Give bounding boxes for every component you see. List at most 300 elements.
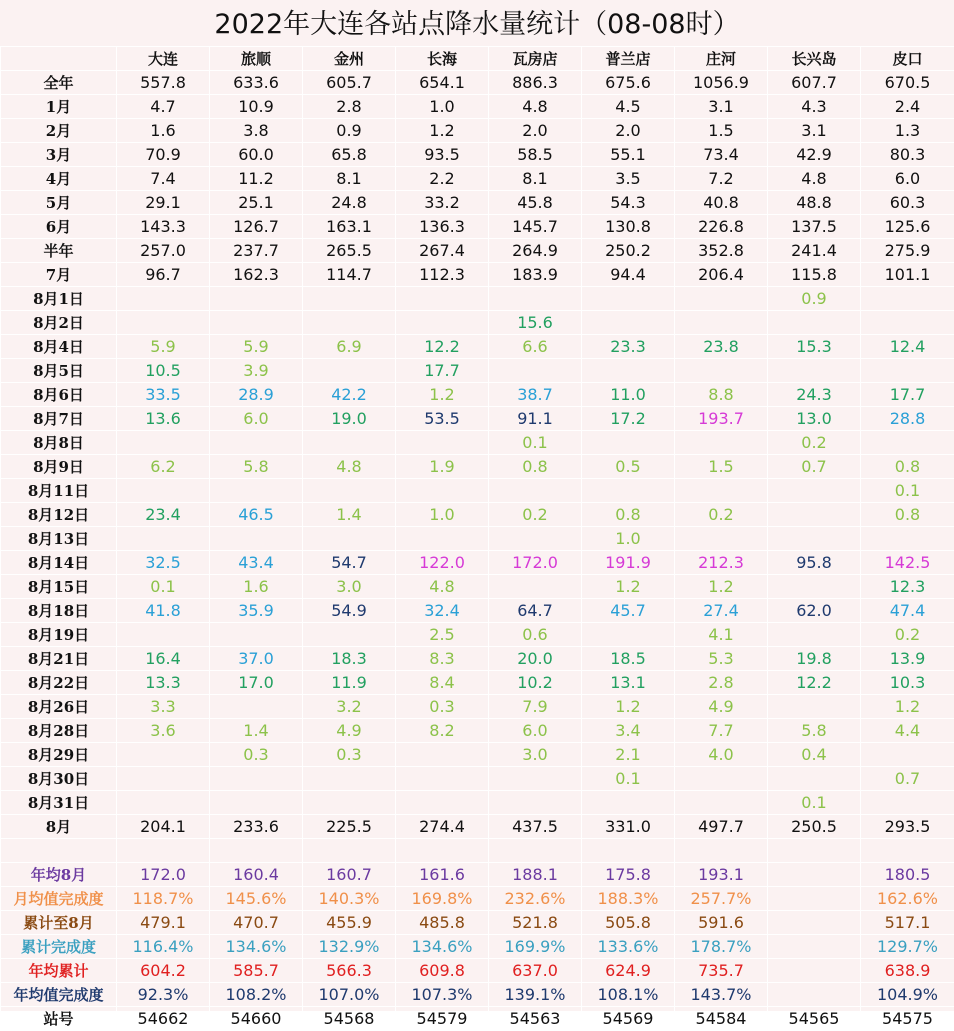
row-label: 8月9日 [1, 455, 117, 479]
data-cell: 145.7 [489, 215, 582, 239]
data-cell: 54.3 [582, 191, 675, 215]
data-cell: 54569 [582, 1007, 675, 1031]
data-cell: 18.5 [582, 647, 675, 671]
data-cell [582, 479, 675, 503]
data-cell: 122.0 [396, 551, 489, 575]
data-cell: 5.8 [210, 455, 303, 479]
table-row [1, 335, 954, 359]
data-cell: 2.0 [489, 119, 582, 143]
table-row [1, 95, 954, 119]
table-row [1, 455, 954, 479]
data-cell: 13.3 [117, 671, 210, 695]
data-cell [768, 863, 861, 887]
data-cell: 2.8 [675, 671, 768, 695]
data-cell: 54584 [675, 1007, 768, 1031]
summary-row [1, 863, 954, 887]
data-cell [675, 287, 768, 311]
data-cell: 10.2 [489, 671, 582, 695]
data-cell: 232.6% [489, 887, 582, 911]
data-cell [396, 431, 489, 455]
data-cell: 0.1 [489, 431, 582, 455]
data-cell: 0.3 [396, 695, 489, 719]
data-cell: 160.7 [303, 863, 396, 887]
table-row [1, 623, 954, 647]
data-cell: 4.8 [303, 455, 396, 479]
data-cell: 1.2 [396, 383, 489, 407]
data-cell: 0.8 [861, 455, 954, 479]
data-cell: 16.4 [117, 647, 210, 671]
summary-row [1, 911, 954, 935]
data-cell: 126.7 [210, 215, 303, 239]
data-cell [768, 983, 861, 1007]
row-label: 8月26日 [1, 695, 117, 719]
data-cell [582, 431, 675, 455]
data-cell: 225.5 [303, 815, 396, 839]
row-label: 8月1日 [1, 287, 117, 311]
data-cell [768, 695, 861, 719]
data-cell: 0.8 [582, 503, 675, 527]
data-cell: 479.1 [117, 911, 210, 935]
data-cell: 566.3 [303, 959, 396, 983]
data-cell: 2.4 [861, 95, 954, 119]
data-cell: 3.2 [303, 695, 396, 719]
data-cell: 188.1 [489, 863, 582, 887]
data-cell: 91.1 [489, 407, 582, 431]
data-cell [117, 287, 210, 311]
data-cell [117, 743, 210, 767]
column-header: 金州 [303, 47, 396, 71]
table-row [1, 239, 954, 263]
data-cell: 250.2 [582, 239, 675, 263]
data-cell: 12.2 [396, 335, 489, 359]
column-header: 长兴岛 [768, 47, 861, 71]
data-cell: 162.6% [861, 887, 954, 911]
data-cell: 180.5 [861, 863, 954, 887]
data-cell: 4.4 [861, 719, 954, 743]
data-cell [861, 359, 954, 383]
data-cell [210, 311, 303, 335]
data-cell: 517.1 [861, 911, 954, 935]
data-cell [396, 743, 489, 767]
data-cell: 115.8 [768, 263, 861, 287]
data-cell: 4.8 [489, 95, 582, 119]
data-cell: 212.3 [675, 551, 768, 575]
data-cell: 11.9 [303, 671, 396, 695]
data-cell: 114.7 [303, 263, 396, 287]
data-cell [582, 359, 675, 383]
data-cell: 1.2 [675, 575, 768, 599]
data-cell: 237.7 [210, 239, 303, 263]
data-cell: 3.9 [210, 359, 303, 383]
data-cell: 1.0 [396, 503, 489, 527]
data-cell: 0.2 [675, 503, 768, 527]
data-cell: 169.9% [489, 935, 582, 959]
data-cell [768, 623, 861, 647]
data-cell [210, 695, 303, 719]
data-cell: 17.0 [210, 671, 303, 695]
data-cell [210, 431, 303, 455]
row-label: 全年 [1, 71, 117, 95]
column-header: 皮口 [861, 47, 954, 71]
data-cell: 112.3 [396, 263, 489, 287]
data-cell: 0.2 [861, 623, 954, 647]
data-cell [117, 623, 210, 647]
data-cell: 94.4 [582, 263, 675, 287]
summary-row [1, 983, 954, 1007]
data-cell: 257.7% [675, 887, 768, 911]
data-cell: 7.9 [489, 695, 582, 719]
data-cell: 12.2 [768, 671, 861, 695]
column-header: 大连 [117, 47, 210, 71]
data-cell: 1.4 [303, 503, 396, 527]
data-cell: 73.4 [675, 143, 768, 167]
data-cell [489, 359, 582, 383]
empty-cell [117, 839, 210, 863]
data-cell: 45.8 [489, 191, 582, 215]
data-cell: 93.5 [396, 143, 489, 167]
table-row [1, 431, 954, 455]
data-cell: 116.4% [117, 935, 210, 959]
data-cell: 19.0 [303, 407, 396, 431]
table-row [1, 719, 954, 743]
data-cell: 1056.9 [675, 71, 768, 95]
data-cell: 161.6 [396, 863, 489, 887]
table-row [1, 143, 954, 167]
data-cell: 10.5 [117, 359, 210, 383]
data-cell: 23.3 [582, 335, 675, 359]
data-cell [675, 479, 768, 503]
row-label: 8月28日 [1, 719, 117, 743]
data-cell: 1.2 [861, 695, 954, 719]
data-cell: 134.6% [210, 935, 303, 959]
data-cell [675, 431, 768, 455]
data-cell: 53.5 [396, 407, 489, 431]
data-cell [675, 311, 768, 335]
data-cell: 8.1 [303, 167, 396, 191]
table-row [1, 191, 954, 215]
data-cell [396, 767, 489, 791]
data-cell [675, 527, 768, 551]
data-cell [117, 791, 210, 815]
data-cell [489, 791, 582, 815]
data-cell: 172.0 [489, 551, 582, 575]
data-cell: 54575 [861, 1007, 954, 1031]
data-cell: 18.3 [303, 647, 396, 671]
data-cell: 497.7 [675, 815, 768, 839]
data-cell: 6.9 [303, 335, 396, 359]
table-row [1, 599, 954, 623]
data-cell [303, 431, 396, 455]
data-cell: 1.6 [117, 119, 210, 143]
row-label: 8月21日 [1, 647, 117, 671]
data-cell [582, 311, 675, 335]
data-cell: 735.7 [675, 959, 768, 983]
data-cell: 1.0 [582, 527, 675, 551]
data-cell: 54579 [396, 1007, 489, 1031]
data-cell: 4.3 [768, 95, 861, 119]
data-cell: 10.9 [210, 95, 303, 119]
data-cell: 1.2 [396, 119, 489, 143]
data-cell: 352.8 [675, 239, 768, 263]
data-cell: 19.8 [768, 647, 861, 671]
row-label: 站号 [1, 1007, 117, 1031]
data-cell [117, 479, 210, 503]
data-cell: 35.9 [210, 599, 303, 623]
data-cell: 11.2 [210, 167, 303, 191]
data-cell [768, 359, 861, 383]
data-cell: 54.7 [303, 551, 396, 575]
data-cell: 455.9 [303, 911, 396, 935]
empty-cell [1, 839, 117, 863]
data-cell: 241.4 [768, 239, 861, 263]
data-cell [210, 767, 303, 791]
data-cell: 60.3 [861, 191, 954, 215]
data-cell: 54.9 [303, 599, 396, 623]
data-cell: 62.0 [768, 599, 861, 623]
empty-cell [675, 839, 768, 863]
data-cell: 226.8 [675, 215, 768, 239]
data-cell: 32.4 [396, 599, 489, 623]
data-cell: 108.1% [582, 983, 675, 1007]
data-cell: 521.8 [489, 911, 582, 935]
data-cell: 29.1 [117, 191, 210, 215]
data-cell: 591.6 [675, 911, 768, 935]
table-row [1, 167, 954, 191]
data-cell [303, 479, 396, 503]
table-row [1, 743, 954, 767]
data-cell: 638.9 [861, 959, 954, 983]
data-cell: 0.1 [768, 791, 861, 815]
data-cell [675, 767, 768, 791]
data-cell: 485.8 [396, 911, 489, 935]
row-label: 年均累计 [1, 959, 117, 983]
data-cell: 54660 [210, 1007, 303, 1031]
empty-cell [303, 839, 396, 863]
data-cell: 0.8 [861, 503, 954, 527]
data-cell [489, 575, 582, 599]
data-cell: 15.3 [768, 335, 861, 359]
data-cell [396, 791, 489, 815]
data-cell [861, 431, 954, 455]
data-cell [303, 311, 396, 335]
data-cell [861, 743, 954, 767]
data-cell [861, 527, 954, 551]
data-cell: 13.0 [768, 407, 861, 431]
data-cell: 125.6 [861, 215, 954, 239]
data-cell: 3.3 [117, 695, 210, 719]
data-cell: 70.9 [117, 143, 210, 167]
row-label: 8月11日 [1, 479, 117, 503]
data-cell [210, 791, 303, 815]
data-cell: 162.3 [210, 263, 303, 287]
data-cell: 41.8 [117, 599, 210, 623]
data-cell: 0.1 [117, 575, 210, 599]
data-cell: 13.9 [861, 647, 954, 671]
data-cell: 142.5 [861, 551, 954, 575]
data-cell: 47.4 [861, 599, 954, 623]
row-label: 5月 [1, 191, 117, 215]
data-cell: 293.5 [861, 815, 954, 839]
header-row [1, 47, 954, 71]
data-cell: 257.0 [117, 239, 210, 263]
data-cell: 13.1 [582, 671, 675, 695]
data-cell: 183.9 [489, 263, 582, 287]
data-cell: 25.1 [210, 191, 303, 215]
data-cell: 0.9 [303, 119, 396, 143]
table-row [1, 263, 954, 287]
summary-row [1, 935, 954, 959]
data-cell: 17.7 [861, 383, 954, 407]
data-cell: 8.8 [675, 383, 768, 407]
data-cell [489, 767, 582, 791]
data-cell: 4.9 [303, 719, 396, 743]
data-cell: 0.1 [582, 767, 675, 791]
data-cell [210, 287, 303, 311]
data-cell: 0.7 [861, 767, 954, 791]
row-label: 8月4日 [1, 335, 117, 359]
column-header: 瓦房店 [489, 47, 582, 71]
data-cell: 13.6 [117, 407, 210, 431]
data-cell: 28.8 [861, 407, 954, 431]
data-cell [303, 791, 396, 815]
table-row [1, 215, 954, 239]
data-cell [768, 575, 861, 599]
data-cell: 108.2% [210, 983, 303, 1007]
data-cell [768, 887, 861, 911]
data-cell: 1.5 [675, 119, 768, 143]
data-cell: 20.0 [489, 647, 582, 671]
data-cell: 40.8 [675, 191, 768, 215]
spacer-row [1, 839, 954, 863]
data-cell: 654.1 [396, 71, 489, 95]
data-cell: 7.4 [117, 167, 210, 191]
data-cell [768, 767, 861, 791]
data-cell [861, 311, 954, 335]
row-label: 年均值完成度 [1, 983, 117, 1007]
data-cell: 4.9 [675, 695, 768, 719]
data-cell: 886.3 [489, 71, 582, 95]
data-cell: 4.8 [396, 575, 489, 599]
row-label: 8月 [1, 815, 117, 839]
data-cell: 54662 [117, 1007, 210, 1031]
row-label: 8月7日 [1, 407, 117, 431]
data-cell: 1.2 [582, 695, 675, 719]
data-cell: 23.8 [675, 335, 768, 359]
data-cell [768, 311, 861, 335]
data-cell: 204.1 [117, 815, 210, 839]
data-cell: 58.5 [489, 143, 582, 167]
data-cell: 193.7 [675, 407, 768, 431]
row-label: 8月8日 [1, 431, 117, 455]
data-cell: 0.5 [582, 455, 675, 479]
data-cell: 178.7% [675, 935, 768, 959]
data-cell: 1.5 [675, 455, 768, 479]
data-cell [303, 527, 396, 551]
data-cell: 265.5 [303, 239, 396, 263]
data-cell: 11.0 [582, 383, 675, 407]
data-cell [768, 527, 861, 551]
table-row [1, 575, 954, 599]
table-row [1, 119, 954, 143]
data-cell: 107.3% [396, 983, 489, 1007]
data-cell: 130.8 [582, 215, 675, 239]
data-cell: 139.1% [489, 983, 582, 1007]
row-label: 年均8月 [1, 863, 117, 887]
data-cell: 0.8 [489, 455, 582, 479]
precipitation-table [0, 46, 954, 1031]
data-cell: 0.6 [489, 623, 582, 647]
data-cell [210, 623, 303, 647]
data-cell: 1.4 [210, 719, 303, 743]
data-cell: 470.7 [210, 911, 303, 935]
table-row [1, 311, 954, 335]
data-cell: 2.8 [303, 95, 396, 119]
data-cell: 0.4 [768, 743, 861, 767]
data-cell: 3.8 [210, 119, 303, 143]
data-cell [768, 935, 861, 959]
data-cell: 0.9 [768, 287, 861, 311]
data-cell: 12.4 [861, 335, 954, 359]
data-cell [675, 791, 768, 815]
data-cell: 6.6 [489, 335, 582, 359]
data-cell: 107.0% [303, 983, 396, 1007]
data-cell: 233.6 [210, 815, 303, 839]
data-cell [768, 959, 861, 983]
data-cell [768, 911, 861, 935]
data-cell: 605.7 [303, 71, 396, 95]
data-cell: 175.8 [582, 863, 675, 887]
data-cell: 3.0 [489, 743, 582, 767]
data-cell [582, 287, 675, 311]
data-cell: 12.3 [861, 575, 954, 599]
data-cell: 7.2 [675, 167, 768, 191]
empty-cell [396, 839, 489, 863]
data-cell: 1.6 [210, 575, 303, 599]
data-cell: 54565 [768, 1007, 861, 1031]
empty-cell [582, 839, 675, 863]
data-cell: 33.5 [117, 383, 210, 407]
data-cell: 80.3 [861, 143, 954, 167]
data-cell: 275.9 [861, 239, 954, 263]
data-cell: 1.3 [861, 119, 954, 143]
data-cell: 4.0 [675, 743, 768, 767]
data-cell: 140.3% [303, 887, 396, 911]
data-cell [396, 527, 489, 551]
data-cell: 15.6 [489, 311, 582, 335]
data-cell [861, 791, 954, 815]
table-row [1, 407, 954, 431]
data-cell: 6.0 [861, 167, 954, 191]
data-cell: 43.4 [210, 551, 303, 575]
data-cell: 0.7 [768, 455, 861, 479]
data-cell: 6.0 [210, 407, 303, 431]
row-label: 累计至8月 [1, 911, 117, 935]
data-cell: 585.7 [210, 959, 303, 983]
table-row [1, 503, 954, 527]
data-cell [489, 287, 582, 311]
data-cell: 46.5 [210, 503, 303, 527]
row-label: 8月29日 [1, 743, 117, 767]
data-cell: 145.6% [210, 887, 303, 911]
data-cell: 45.7 [582, 599, 675, 623]
table-row [1, 767, 954, 791]
row-label: 8月30日 [1, 767, 117, 791]
data-cell: 137.5 [768, 215, 861, 239]
data-cell: 32.5 [117, 551, 210, 575]
data-cell [861, 287, 954, 311]
table-row [1, 695, 954, 719]
data-cell: 24.3 [768, 383, 861, 407]
